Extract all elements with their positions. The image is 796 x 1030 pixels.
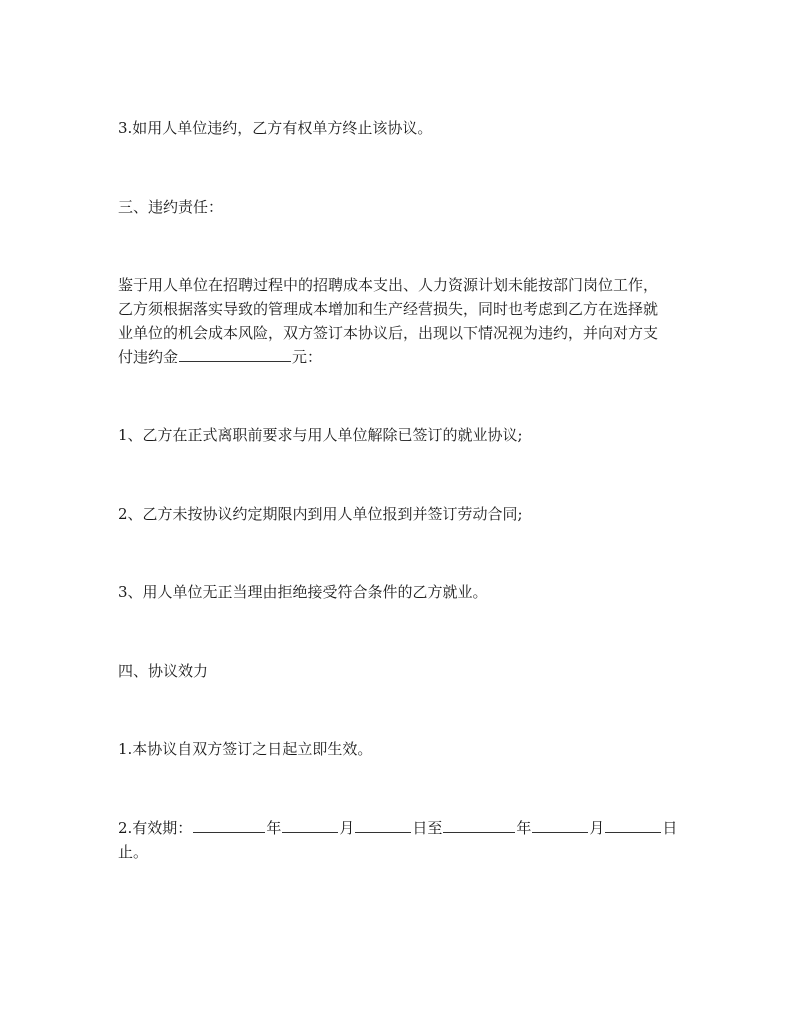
end-year-blank	[443, 818, 515, 833]
end-month-blank	[532, 818, 588, 833]
end-year-label: 年	[516, 819, 532, 837]
validity-1-text: 1.本协议自双方签订之日起立即生效。	[118, 740, 373, 758]
start-year-blank	[193, 818, 265, 833]
penalty-line-1: 鉴于用人单位在招聘过程中的招聘成本支出、人力资源计划未能按部门岗位工作，	[118, 276, 659, 294]
start-day-label: 日至	[412, 819, 443, 837]
penalty-line-4	[118, 345, 688, 369]
end-month-label: 月	[589, 819, 605, 837]
breach-item-text: 3、用人单位无正当理由拒绝接受符合条件的乙方就业。	[118, 583, 488, 601]
start-month-label: 月	[339, 819, 355, 837]
penalty-paragraph	[118, 273, 688, 369]
validity-prefix: 2.有效期：	[118, 819, 193, 837]
breach-item-text: 2、乙方未按协议约定期限内到用人单位报到并签订劳动合同;	[118, 505, 523, 523]
validity-period-line	[118, 816, 688, 840]
penalty-amount-blank	[179, 347, 291, 362]
section-3-title: 三、违约责任：	[118, 198, 224, 216]
section-3-heading	[118, 195, 688, 219]
end-day-blank	[605, 818, 661, 833]
validity-2-paragraph	[118, 816, 688, 864]
clause-3-paragraph	[118, 116, 688, 140]
breach-item-3	[118, 580, 688, 604]
breach-item-text: 1、乙方在正式离职前要求与用人单位解除已签订的就业协议;	[118, 426, 523, 444]
penalty-amount-suffix: 元：	[292, 348, 323, 366]
penalty-line-2: 乙方须根据落实导致的管理成本增加和生产经营损失，同时也考虑到乙方在选择就	[118, 300, 659, 318]
breach-item-1	[118, 423, 688, 447]
validity-tail: 止。	[118, 843, 149, 861]
start-day-blank	[355, 818, 411, 833]
clause-3-text: 3.如用人单位违约，乙方有权单方终止该协议。	[118, 119, 433, 137]
end-day-label: 日	[662, 819, 678, 837]
penalty-amount-prefix: 付违约金	[118, 348, 179, 366]
breach-item-2	[118, 502, 688, 526]
section-4-title: 四、协议效力	[118, 662, 209, 680]
penalty-line-3: 业单位的机会成本风险，双方签订本协议后，出现以下情况视为违约，并向对方支	[118, 324, 659, 342]
start-year-label: 年	[266, 819, 282, 837]
validity-1-paragraph	[118, 737, 688, 761]
section-4-heading	[118, 659, 688, 683]
start-month-blank	[282, 818, 338, 833]
